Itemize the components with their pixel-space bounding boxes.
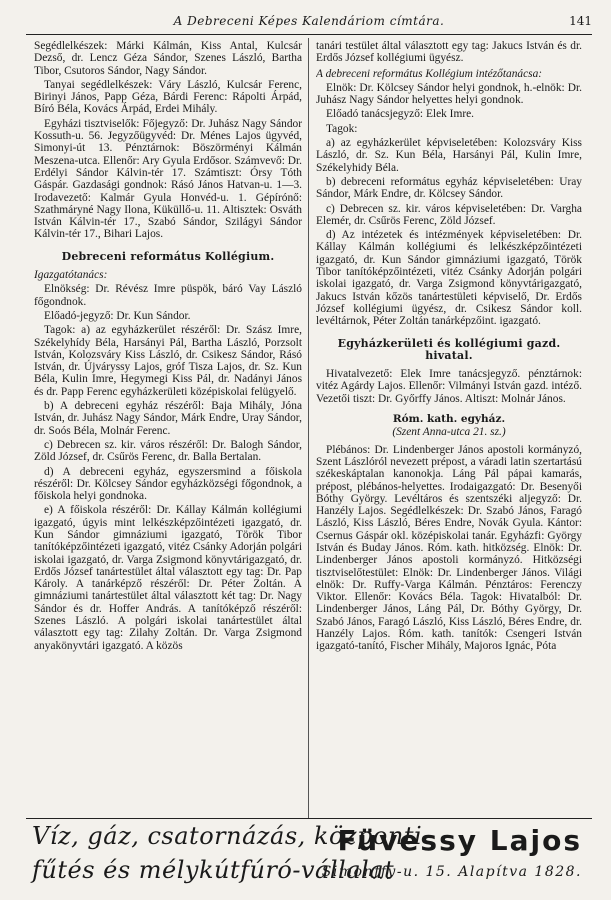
section-label: A debreceni református Kollégium intézőtanácsa: (316, 67, 543, 80)
section-heading: Róm. kath. egyház. (392, 413, 506, 426)
left-column (34, 40, 302, 818)
paragraph: c) Debrecen sz. kir. város képviseletében: Dr. Vargha Elemér, dr. Csűrös Ferenc, Zöld József. (316, 202, 582, 227)
paragraph: Hivatalvezető: Elek Imre tanácsjegyző. pénztárnok: vitéz Agárdy Lajos. Ellenőr: Vilmányi István gazd. intéző. Vezetői tiszt: Dr. Győrffy János. Altiszt: Molnár János. (316, 368, 582, 405)
paragraph: Előadó tanácsjegyző: Elek Imre. (326, 108, 475, 121)
section-subheading: (Szent Anna-utca 21. sz.) (392, 426, 506, 439)
paragraph: Segédlelkészek: Márki Kálmán, Kiss Antal, Kulcsár Dezső, dr. Lencz Géza Sándor, Szenes László, Bartha Tibor, Csutoros Sándor, Nagy Sándor. (34, 40, 302, 77)
paragraph: Elnök: Dr. Kölcsey Sándor helyi gondnok, h.-elnök: Dr. Juhász Nagy Sándor helyettes helyi gondnok. (316, 81, 582, 107)
paragraph: Egyházi tisztviselők: Főjegyző: Dr. Juhász Nagy Sándor Kossuth-u. 56. Jegyzőügyvéd: Dr. Ménes Lajos ügyvéd, Simonyi-út 13. Pénztárnok: Böszörményi Kálmán Meszena-utca. Ellenőr: Ary Gyula Erdősor. Számvevő: Dr. Erdélyi Sándor Kálvin-tér 17. Számtiszt: Órsy Tóth Gáspár. Gazdasági gondnok: Rásó János Hatvan-u. 1—3. Irodavezető: Kalmár Gyula Honvéd-u. 1. Gépírónő: Szathmáryné Nagy Ilona, Küküllő-u. 11. Altisztek: Osváth István Kálvin-tér 17., Szabó Sándor, Szilágyi Sándor Kálvin-tér 17., Bihari Lajos. (34, 117, 302, 241)
running-title: A Debreceni Képes Kalendáriom címtára. (173, 14, 445, 28)
paragraph: b) A debreceni egyház részéről: Baja Mihály, Jóna István, dr. Juhász Nagy Sándor, Márk Endre, Uray Sándor, dr. Soós Béla, Molnár Ferenc. (34, 400, 302, 437)
paragraph: d) Az intézetek és intézmények képviseletében: Dr. Kállay Kálmán kollégiumi és lelkészképzőintézeti igazgató, dr. Kun Sándor gimnáziumi igazgató, Török Tibor tanítóképzőintézeti, vitéz Csánky Adorján polgári iskolai igazgató, dr. Varga Zsigmond könyvtárigazgató, Jakucs István kőzös tanártestületi képviselő, Dr. Erdős József kollégiumi ügyész, dr. Csikesz Sándor koll. levéltárnok, Péter Zoltán tanárképzőint. igazgató. (316, 229, 582, 328)
ad-brand-name: Füvessy Lajos (337, 824, 582, 857)
paragraph: b) debreceni református egyház képviseletében: Uray Sándor, Márk Endre, dr. Kölcsey Sándor. (316, 175, 582, 201)
advertisement (26, 822, 592, 894)
column-divider (308, 38, 309, 818)
paragraph: Tagok: a) az egyházkerület részéről: Dr. Szász Imre, Székelyhídy Béla, Harsányi Pál, Bartha László, Porzsolt István, Kolozsváry Kiss László, dr. Csikesz Sándor, Rásó István, dr. Újváryssy Lajos, gróf Tisza Lajos, dr. Sz. Kun Béla, Kulin Imre, Hegymegi Kiss Pál, dr. Nadányi János és dr. Papp Ferenc egyházkerületi középiskolai felügyelő. (34, 324, 302, 398)
advertisement-rule (26, 818, 592, 819)
paragraph: e) A főiskola részéről: Dr. Kállay Kálmán kollégiumi igazgató, úgyis mint lelkészképzőintézeti igazgató, dr. Kun Sándor gimnáziumi igazgató, Török Tibor tanítóképzőintézeti igazgató, vitéz Csánky Adorján polgári iskolai igazgató, dr. Varga Zsigmond könyvtárigazgató, dr. Erdős József tanártestület által választott egy tag: Dr. Pap Károly. A tanárképző részéről: Dr. Péter Zoltán. A gimnáziumi tanártestület által választott két tag: Dr. Nagy Sándor és dr. Hoffer András. A tanítóképző részéről: Szenes László. A polgári iskolai tanártestület által választott egy tag: Zilahy Zoltán. Dr. Varga Zsigmond anyakönyvtári igazgató. A közös (34, 504, 302, 652)
right-column (316, 40, 582, 818)
page-number: 141 (569, 14, 592, 28)
page-header (26, 14, 592, 32)
section-heading: Egyházkerületi és kollégiumi gazd. hivatal. (337, 336, 561, 362)
paragraph: Tagok: (326, 122, 358, 135)
header-rule (26, 34, 592, 35)
ad-services-line-2: fűtés és mélykútfúró-vállalat (32, 856, 395, 884)
paragraph: Előadó-jegyző: Dr. Kun Sándor. (44, 309, 191, 322)
paragraph: d) A debreceni egyház, egyszersmind a főiskola részéről: Dr. Kölcsey Sándor egyházközségi főgondnok, a főiskola helyi gondnoka. (34, 465, 302, 503)
paragraph: Elnökség: Dr. Révész Imre püspök, báró Vay László főgondnok. (34, 283, 302, 308)
paragraph: c) Debrecen sz. kir. város részéről: Dr. Balogh Sándor, Zöld József, dr. Csűrös Ferenc, dr. Balla Bertalan. (34, 438, 302, 464)
paragraph: a) az egyházkerület képviseletében: Kolozsváry Kiss László, dr. Sz. Kun Béla, Harsányi Pál, Kulin Imre, Székelyhidy Béla. (316, 137, 582, 174)
paragraph: tanári testület által választott egy tag: Jakucs István és dr. Erdős József kollégiumi ügyész. (316, 40, 582, 65)
section-label: Igazgatótanács: (34, 269, 108, 282)
ad-services-line-1: Víz, gáz, csatornázás, központi (32, 822, 423, 850)
section-heading: Debreceni református Kollégium. (61, 249, 275, 263)
ad-address: Simonffy-u. 15. Alapítva 1828. (321, 864, 582, 880)
paragraph: Tanyai segédlelkészek: Váry László, Kulcsár Ferenc, Birinyi János, Papp Géza, Bárdi Ferenc: Rápolti Árpád, Bíró Béla, Kovács Árpád, Erdei Mihály. (34, 78, 302, 116)
paragraph: Plébános: Dr. Lindenberger János apostoli kormányzó, Szent Lászlóról nevezett prépost, a váradi latin szertartású székeskáptalan kanonokja. Láng Pál pápai kamarás, prépost, plébános-helyettes. Irodaigazgató: Dr. Besenyői Bóthy György. Levéltáros és szentszéki aljegyző: Dr. Hanzély Lajos. Segédlelkészek: Dr. Szabó János, Faragó László, Kiss László, Béres Endre, Novák Gyula. Kántor: Csernus Gáspár okl. középiskolai tanár. Egyházfi: György István és Buday János. Róm. kath. hitközség. Elnök: Dr. Lindenberger János apostoli kormányzó. Hitközségi tisztviselőtestület: Elnök: Dr. Lindenberger János. Világi elnök: Dr. Ruffy-Varga Kálmán. Pénztáros: Ferenczy Viktor. Ellenőr: Kovács Béla. Tagok: Hivatalból: Dr. Lindenberger János, Láng Pál, Dr. Bóthy György, Dr. Szabó János, Faragó László, Kiss László, Béres Endre, dr. Hanzély Lajos. Róm. kath. tanítók: Csengeri István igazgató-tanító, Fischer Mihály, Majoros Ignác, Póta (316, 443, 582, 653)
